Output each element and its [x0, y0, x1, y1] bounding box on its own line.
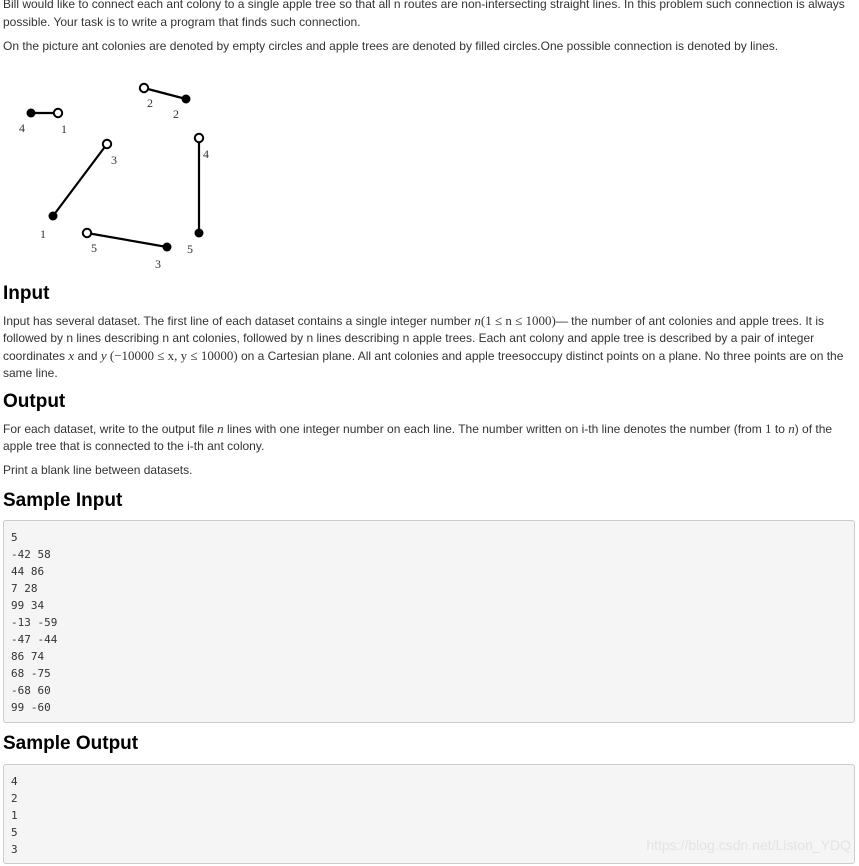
ant-colonies — [54, 84, 203, 237]
sample-output-heading: Sample Output — [3, 733, 139, 754]
connection-figure — [0, 70, 240, 275]
apple-tree-2 — [182, 95, 191, 104]
sample-input-heading: Sample Input — [3, 490, 123, 511]
label-colony-1: 1 — [61, 122, 67, 136]
input-description: Input has several dataset. The first line of each dataset contains a single integer number n(1 ≤ n ≤ 1000)— the number of ant colonies and apple trees. It is followed by n lines describing n ant colonies, followed by n lines describing n apple trees. Each ant colony and apple tree is described by a pair of integer coordinates x and y (−10000 ≤ x, y ≤ 10000) on a Cartesian plane. All ant colonies and apple treesoccupy distinct points on a plane. No three points are on the same line. — [3, 313, 844, 380]
ant-colony-1 — [54, 109, 62, 117]
apple-tree-1 — [49, 212, 58, 221]
sample-input-text: 5 -42 58 44 86 7 28 99 34 -13 -59 -47 -44 86 74 68 -75 -68 60 99 -60 — [11, 531, 58, 714]
output-description: For each dataset, write to the output file n lines with one integer number on each line. The number written on i-th line denotes the number (from 1 to n) of the apple tree that is connected to the i-th ant colony. — [3, 421, 833, 453]
route-3-1 — [53, 144, 107, 216]
label-tree-4: 4 — [19, 121, 25, 135]
label-colony-4: 4 — [203, 147, 209, 161]
label-tree-3: 3 — [155, 257, 161, 271]
label-colony-3: 3 — [111, 153, 117, 167]
apple-tree-3 — [163, 243, 172, 252]
intro-line-2: possible. Your task is to write a program that finds such connection. — [3, 15, 361, 29]
picture-note: On the picture ant colonies are denoted by empty circles and apple trees are denoted by filled circles.One possible connection is denoted by lines. — [3, 39, 779, 53]
blank-line-note: Print a blank line between datasets. — [3, 463, 193, 477]
sample-output-text: 4 2 1 5 3 — [11, 775, 18, 856]
label-tree-1: 1 — [40, 227, 46, 241]
intro-line-1: Bill would like to connect each ant colony to a single apple tree so that all n routes are non-intersecting straight lines. In this problem such connection is always — [3, 0, 845, 11]
route-5-3 — [87, 233, 167, 247]
sample-input-box[interactable] — [3, 520, 855, 723]
ant-colony-2 — [140, 84, 148, 92]
watermark: https://blog.csdn.net/Liston_YDQ — [646, 837, 851, 853]
output-heading: Output — [3, 391, 66, 412]
apple-tree-4 — [27, 109, 36, 118]
apple-tree-5 — [195, 229, 204, 238]
label-colony-5: 5 — [91, 241, 97, 255]
ant-colony-5 — [83, 229, 91, 237]
label-tree-5: 5 — [187, 242, 193, 256]
label-colony-2: 2 — [147, 96, 153, 110]
label-tree-2: 2 — [173, 107, 179, 121]
ant-colony-3 — [103, 140, 111, 148]
input-heading: Input — [3, 283, 50, 304]
ant-colony-4 — [195, 134, 203, 142]
